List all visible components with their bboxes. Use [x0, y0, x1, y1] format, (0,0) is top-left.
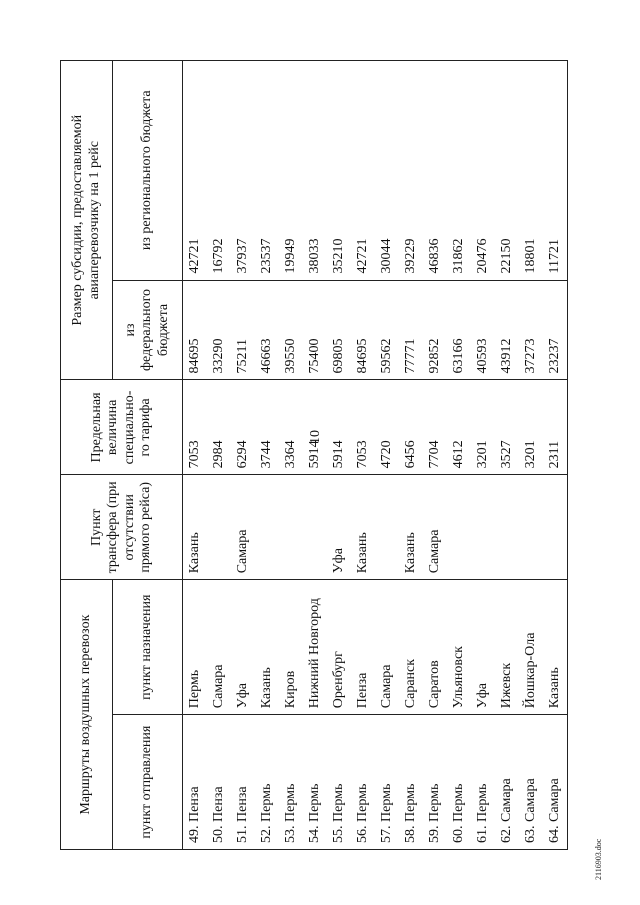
- federal-cell: 84695: [351, 280, 375, 380]
- tariff-cell: 4720: [375, 380, 399, 475]
- federal-cell: 40593: [471, 280, 495, 380]
- origin-cell: 49. Пенза: [183, 715, 208, 850]
- table-row: [471, 61, 495, 850]
- tariff-cell: 7053: [351, 380, 375, 475]
- regional-cell: 16792: [207, 61, 231, 281]
- table-row: [399, 61, 423, 850]
- table-row: [519, 61, 543, 850]
- transfer-cell: Самара: [231, 475, 255, 580]
- origin-cell: 53. Пермь: [279, 715, 303, 850]
- regional-cell: 30044: [375, 61, 399, 281]
- tariff-cell: 5914: [327, 380, 351, 475]
- transfer-cell: [447, 475, 471, 580]
- transfer-cell: Казань: [399, 475, 423, 580]
- origin-cell: 51. Пенза: [231, 715, 255, 850]
- transfer-cell: Казань: [183, 475, 208, 580]
- federal-cell: 75400: [303, 280, 327, 380]
- header-destination: пункт назначения: [113, 580, 183, 715]
- table-row: [279, 61, 303, 850]
- federal-cell: 59562: [375, 280, 399, 380]
- federal-cell: 69805: [327, 280, 351, 380]
- transfer-cell: [471, 475, 495, 580]
- destination-cell: Казань: [543, 580, 568, 715]
- destination-cell: Пенза: [351, 580, 375, 715]
- page-number: 10: [308, 430, 323, 444]
- federal-cell: 37273: [519, 280, 543, 380]
- origin-cell: 52. Пермь: [255, 715, 279, 850]
- federal-cell: 77771: [399, 280, 423, 380]
- tariff-cell: 6456: [399, 380, 423, 475]
- header-subsidy-group: Размер субсидии, предоставляемой авиаперевозчику на 1 рейс: [61, 61, 113, 380]
- regional-cell: 39229: [399, 61, 423, 281]
- destination-cell: Самара: [207, 580, 231, 715]
- destination-cell: Уфа: [231, 580, 255, 715]
- destination-cell: Казань: [255, 580, 279, 715]
- table-row: [447, 61, 471, 850]
- destination-cell: Нижний Новгород: [303, 580, 327, 715]
- tariff-cell: 3527: [495, 380, 519, 475]
- regional-cell: 18801: [519, 61, 543, 281]
- federal-cell: 46663: [255, 280, 279, 380]
- origin-cell: 56. Пермь: [351, 715, 375, 850]
- destination-cell: Йошкар-Ола: [519, 580, 543, 715]
- table-row: [495, 61, 519, 850]
- transfer-cell: [495, 475, 519, 580]
- transfer-cell: [255, 475, 279, 580]
- subsidy-routes-table: [60, 60, 568, 850]
- transfer-cell: Самара: [423, 475, 447, 580]
- origin-cell: 60. Пермь: [447, 715, 471, 850]
- destination-cell: Уфа: [471, 580, 495, 715]
- destination-cell: Ульяновск: [447, 580, 471, 715]
- tariff-cell: 3744: [255, 380, 279, 475]
- origin-cell: 62. Самара: [495, 715, 519, 850]
- table-row: [351, 61, 375, 850]
- origin-cell: 57. Пермь: [375, 715, 399, 850]
- rotated-table-sheet: [60, 60, 640, 850]
- regional-cell: 46836: [423, 61, 447, 281]
- tariff-cell: 6294: [231, 380, 255, 475]
- transfer-cell: [207, 475, 231, 580]
- regional-cell: 19949: [279, 61, 303, 281]
- header-origin: пункт отправления: [113, 715, 183, 850]
- table-row: [303, 61, 327, 850]
- header-federal: из федерального бюджета: [113, 280, 183, 380]
- table-row: [255, 61, 279, 850]
- regional-cell: 23537: [255, 61, 279, 281]
- federal-cell: 39550: [279, 280, 303, 380]
- regional-cell: 20476: [471, 61, 495, 281]
- regional-cell: 31862: [447, 61, 471, 281]
- transfer-cell: [303, 475, 327, 580]
- federal-cell: 84695: [183, 280, 208, 380]
- table-row: [327, 61, 351, 850]
- destination-cell: Пермь: [183, 580, 208, 715]
- footer-filename: 2116903.doc: [594, 838, 603, 880]
- table-row: [423, 61, 447, 850]
- tariff-cell: 3201: [519, 380, 543, 475]
- origin-cell: 54. Пермь: [303, 715, 327, 850]
- federal-cell: 43912: [495, 280, 519, 380]
- federal-cell: 23237: [543, 280, 568, 380]
- federal-cell: 33290: [207, 280, 231, 380]
- transfer-cell: [375, 475, 399, 580]
- regional-cell: 42721: [183, 61, 208, 281]
- tariff-cell: 4612: [447, 380, 471, 475]
- federal-cell: 63166: [447, 280, 471, 380]
- origin-cell: 63. Самара: [519, 715, 543, 850]
- table-row: [207, 61, 231, 850]
- table-row: [231, 61, 255, 850]
- origin-cell: 55. Пермь: [327, 715, 351, 850]
- table-row: [375, 61, 399, 850]
- regional-cell: 42721: [351, 61, 375, 281]
- destination-cell: Оренбург: [327, 580, 351, 715]
- origin-cell: 50. Пенза: [207, 715, 231, 850]
- transfer-cell: [543, 475, 568, 580]
- regional-cell: 35210: [327, 61, 351, 281]
- header-tariff: Предельная величина специально-го тарифа: [61, 380, 183, 475]
- destination-cell: Саратов: [423, 580, 447, 715]
- regional-cell: 38033: [303, 61, 327, 281]
- regional-cell: 11721: [543, 61, 568, 281]
- header-transfer: Пункт трансфера (при отсутствии прямого рейса): [61, 475, 183, 580]
- tariff-cell: 3364: [279, 380, 303, 475]
- regional-cell: 22150: [495, 61, 519, 281]
- header-routes-group: Маршруты воздушных перевозок: [61, 580, 113, 850]
- transfer-cell: [279, 475, 303, 580]
- regional-cell: 37937: [231, 61, 255, 281]
- origin-cell: 58. Пермь: [399, 715, 423, 850]
- transfer-cell: [519, 475, 543, 580]
- destination-cell: Ижевск: [495, 580, 519, 715]
- tariff-cell: 2984: [207, 380, 231, 475]
- table-row: [543, 61, 568, 850]
- federal-cell: 75211: [231, 280, 255, 380]
- table-row: [183, 61, 208, 850]
- transfer-cell: Казань: [351, 475, 375, 580]
- tariff-cell: 7053: [183, 380, 208, 475]
- origin-cell: 59. Пермь: [423, 715, 447, 850]
- tariff-cell: 2311: [543, 380, 568, 475]
- header-regional: из регионального бюджета: [113, 61, 183, 281]
- federal-cell: 92852: [423, 280, 447, 380]
- destination-cell: Киров: [279, 580, 303, 715]
- tariff-cell: 5914: [303, 380, 327, 475]
- origin-cell: 61. Пермь: [471, 715, 495, 850]
- tariff-cell: 3201: [471, 380, 495, 475]
- transfer-cell: Уфа: [327, 475, 351, 580]
- tariff-cell: 7704: [423, 380, 447, 475]
- origin-cell: 64. Самара: [543, 715, 568, 850]
- destination-cell: Саранск: [399, 580, 423, 715]
- destination-cell: Самара: [375, 580, 399, 715]
